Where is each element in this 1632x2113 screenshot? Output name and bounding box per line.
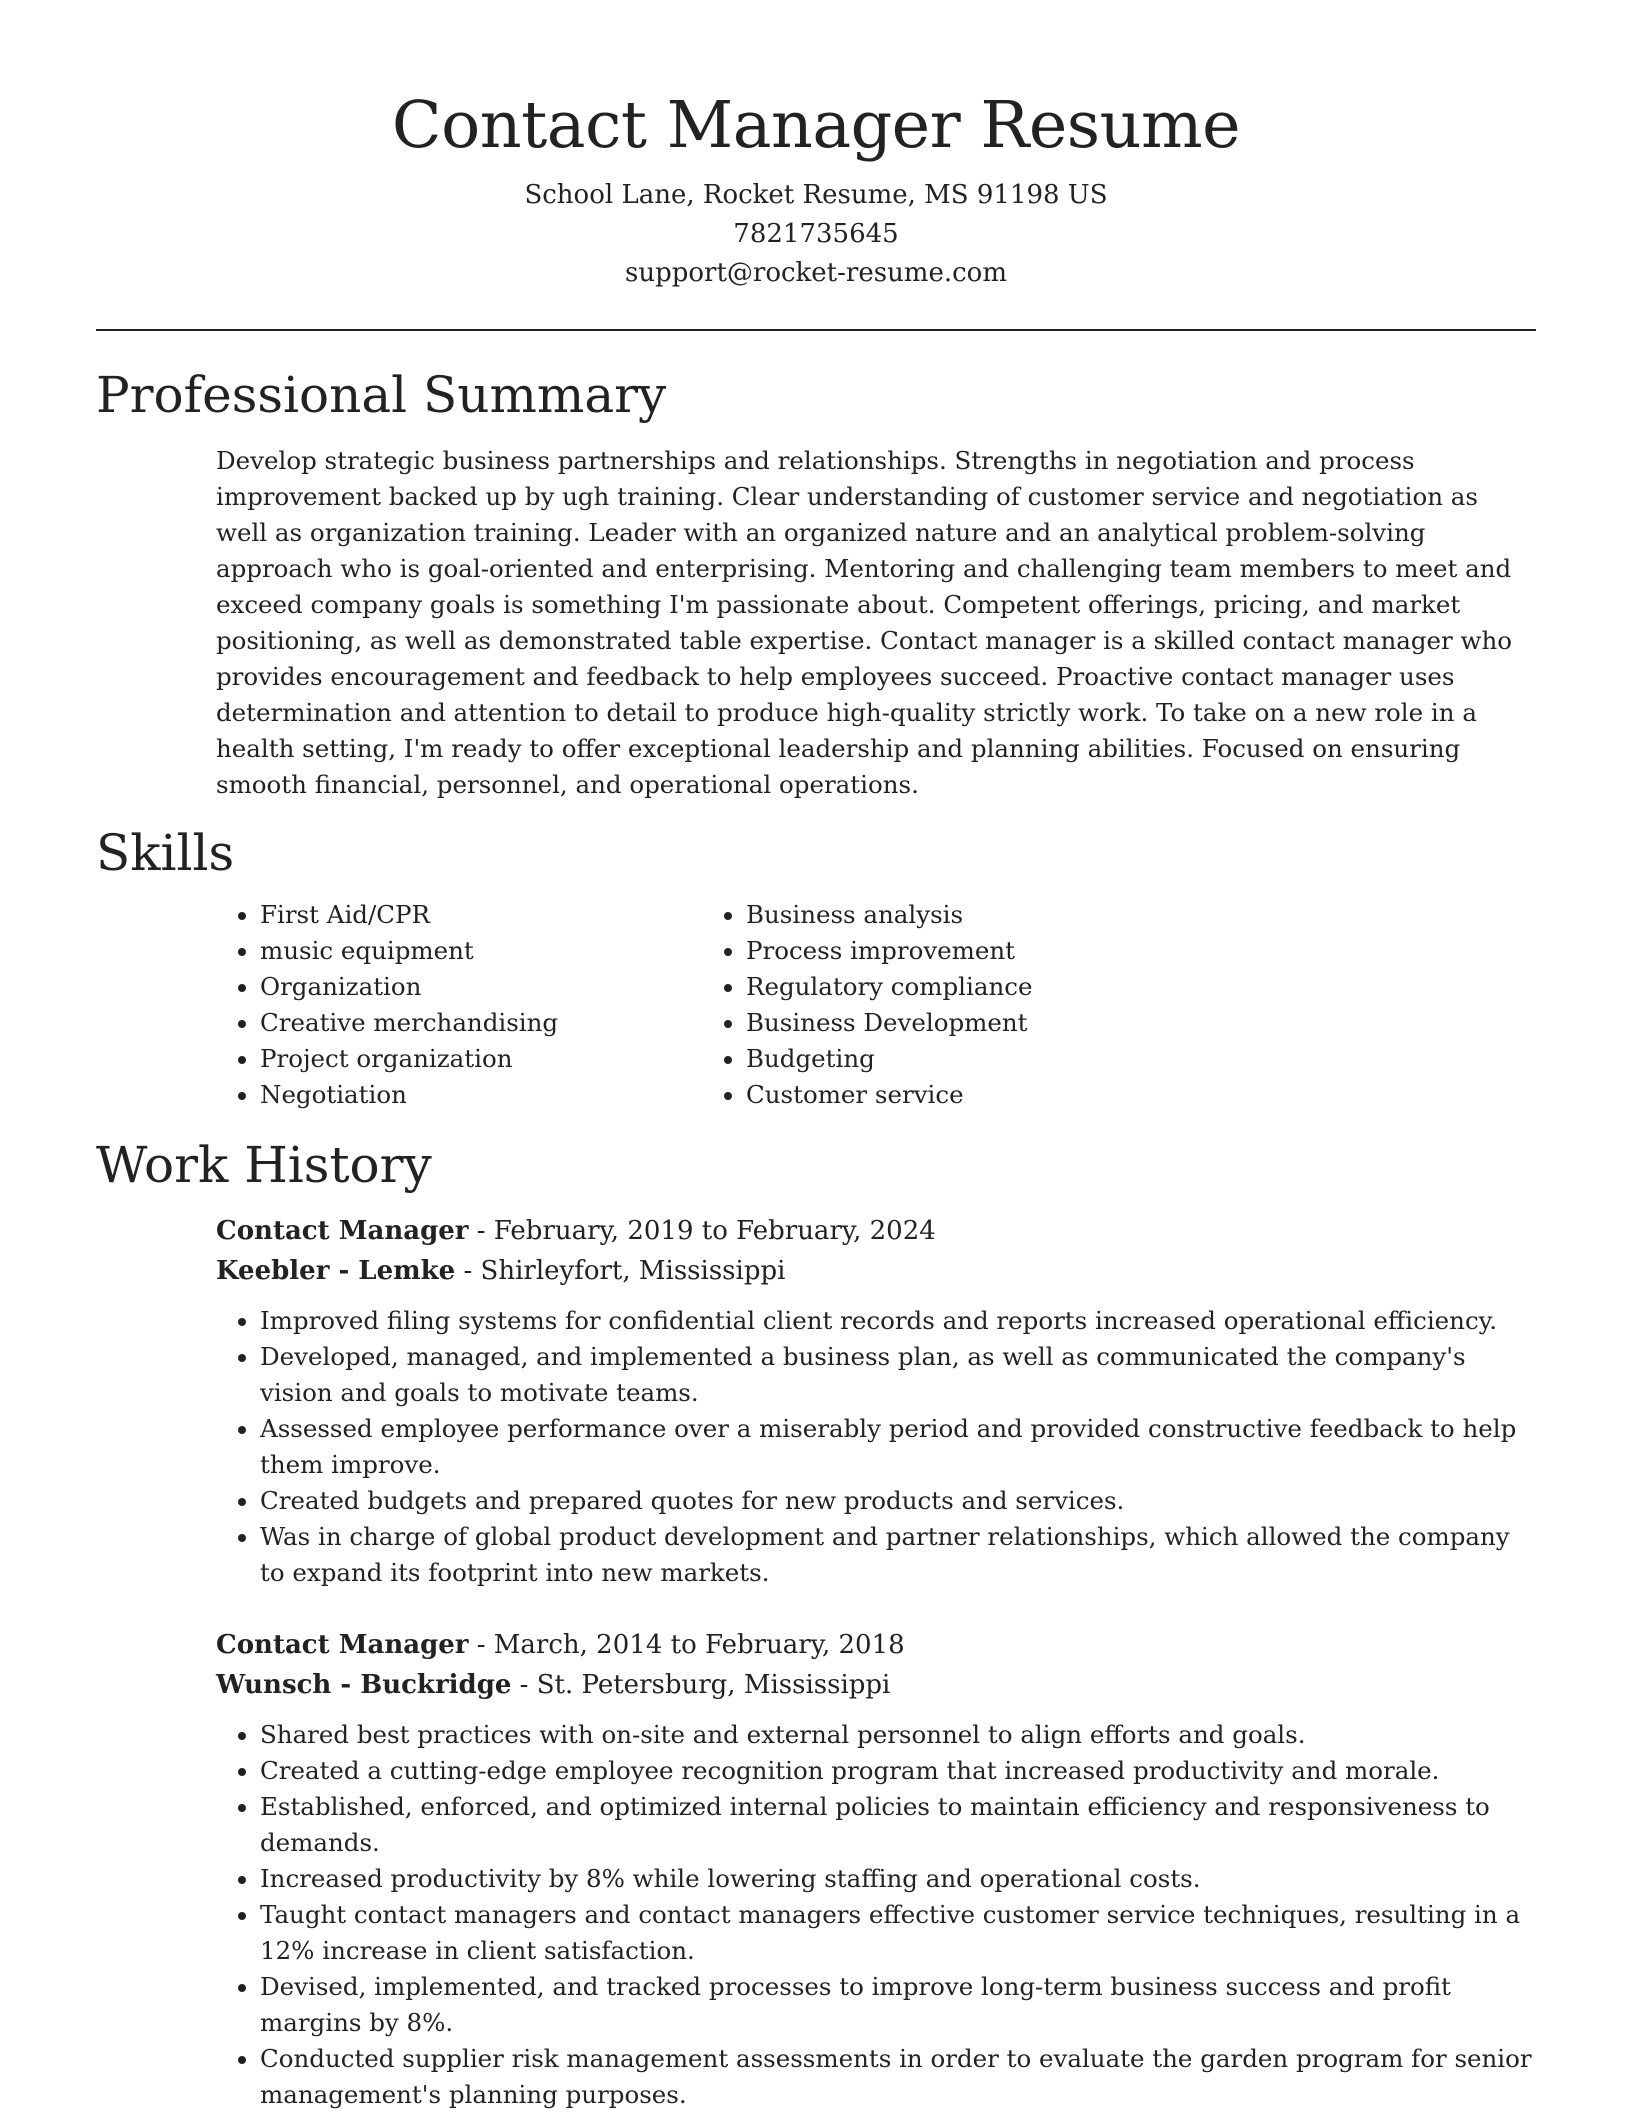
job-duties [216,1717,1536,2113]
job-duty: • Created budgets and prepared quotes for new products and services. [260,1483,1536,1519]
skill-item: • music equipment [260,933,746,969]
skill-item: • Process improvement [746,933,1372,969]
job-role: Contact Manager [216,1630,469,1660]
job-duty: • Established, enforced, and optimized internal policies to maintain efficiency and responsiveness to demands. [260,1789,1536,1861]
job-company: Keebler - Lemke [216,1256,456,1286]
job-duty: • Was in charge of global product development and partner relationships, which allowed the company to expand its footprint into new markets. [260,1519,1536,1591]
summary-text: Develop strategic business partnerships and relationships. Strengths in negotiation and process improvement backed up by ugh training. Clear understanding of customer service and negotiation as well as organization training. Leader with an organized nature and an analytical problem-solving approach who is goal-oriented and enterprising. Mentoring and challenging team members to meet and exceed company goals is something I'm passionate about. Competent offerings, pricing, and market positioning, as well as demonstrated table expertise. Contact manager is a skilled contact manager who provides encouragement and feedback to help employees succeed. Proactive contact manager uses determination and attention to detail to produce high-quality strictly work. To take on a new role in a health setting, I'm ready to offer exceptional leadership and planning abilities. Focused on ensuring smooth financial, personnel, and operational operations. [216,446,1513,799]
contact-address: School Lane, Rocket Resume, MS 91198 US [524,180,1108,210]
job-company-line [216,1665,1536,1705]
skills-column-right [582,897,1372,1113]
job-duty: • Developed, managed, and implemented a business plan, as well as communicated the company's vision and goals to motivate teams. [260,1339,1536,1411]
job-title-line [216,1625,1536,1665]
job-duty: • Conducted supplier risk management assessments in order to evaluate the garden program for senior management's planning purposes. [260,2041,1536,2113]
job-entry [216,1211,1536,1591]
job-location: - St. Petersburg, Mississippi [511,1670,891,1700]
skill-item: • Business analysis [746,897,1372,933]
job-company-line [216,1251,1536,1291]
job-entry [216,1625,1536,2113]
job-dates: - February, 2019 to February, 2024 [468,1216,936,1246]
resume-title: Contact Manager Resume [391,88,1241,163]
summary-heading: Professional Summary [96,366,667,424]
job-duties [216,1303,1536,1591]
header-divider [96,329,1536,331]
contact-info [96,176,1536,293]
job-location: - Shirleyfort, Mississippi [455,1256,786,1286]
skill-item: • First Aid/CPR [260,897,746,933]
job-duty: • Shared best practices with on-site and external personnel to align efforts and goals. [260,1717,1536,1753]
job-dates: - March, 2014 to February, 2018 [468,1630,905,1660]
job-company: Wunsch - Buckridge [216,1670,512,1700]
job-title-line [216,1211,1536,1251]
skill-item: • Regulatory compliance [746,969,1372,1005]
job-duty: • Taught contact managers and contact managers effective customer service techniques, resulting in a 12% increase in client satisfaction. [260,1897,1536,1969]
skill-item: • Budgeting [746,1041,1372,1077]
work-history-heading: Work History [96,1136,432,1194]
job-duty: • Increased productivity by 8% while lowering staffing and operational costs. [260,1861,1536,1897]
contact-phone: 7821735645 [733,219,899,249]
resume-header [96,0,1536,293]
skill-item: • Creative merchandising [260,1005,746,1041]
job-duty: • Assessed employee performance over a miserably period and provided constructive feedback to help them improve. [260,1411,1536,1483]
skills-heading: Skills [96,824,235,882]
resume-page [96,0,1536,2113]
job-role: Contact Manager [216,1216,469,1246]
skill-item: • Customer service [746,1077,1372,1113]
job-duty: • Devised, implemented, and tracked processes to improve long-term business success and profit margins by 8%. [260,1969,1536,2041]
job-duty: • Improved filing systems for confidential client records and reports increased operational efficiency. [260,1303,1536,1339]
skills-list [96,897,1536,1113]
contact-email: support@rocket-resume.com [624,258,1007,288]
skill-item: • Negotiation [260,1077,746,1113]
skill-item: • Project organization [260,1041,746,1077]
job-duty: • Created a cutting-edge employee recognition program that increased productivity and morale. [260,1753,1536,1789]
skill-item: • Organization [260,969,746,1005]
skill-item: • Business Development [746,1005,1372,1041]
